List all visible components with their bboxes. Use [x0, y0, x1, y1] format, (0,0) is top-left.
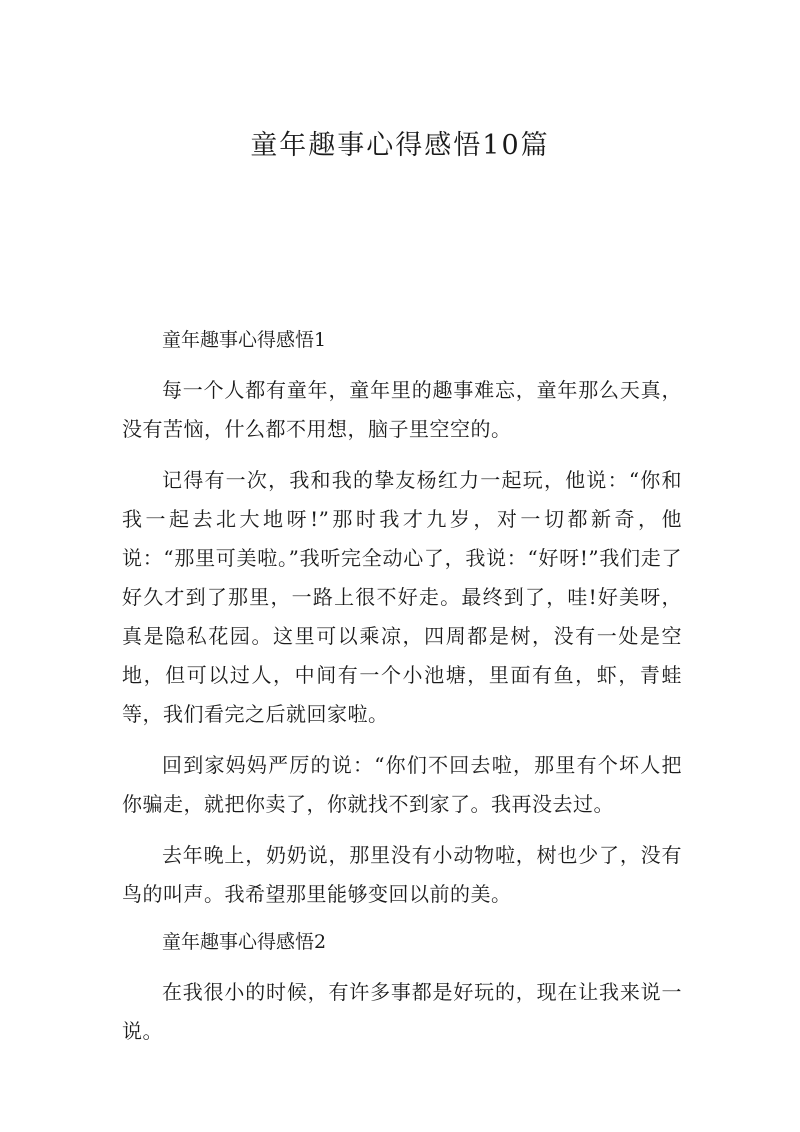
- paragraph: 记得有一次，我和我的挚友杨红力一起玩，他说：“你和我一起去北大地呀!”那时我才九岁，对一切都新奇，他说：“那里可美啦。”我听完全动心了，我说：“好呀!”我们走了好久才到了那里，一路上很不好走。最终到了，哇!好美呀，真是隐私花园。这里可以乘凉，四周都是树，没有一处是空地，但可以过人，中间有一个小池塘，里面有鱼，虾，青蛙等，我们看完之后就回家啦。: [122, 468, 682, 726]
- paragraph: 在我很小的时候，有许多事都是好玩的，现在让我来说一说。: [122, 980, 682, 1043]
- paragraph: 每一个人都有童年，童年里的趣事难忘，童年那么天真，没有苦恼，什么都不用想，脑子里空空的。: [122, 378, 682, 441]
- paragraph: 回到家妈妈严厉的说：“你们不回去啦，那里有个坏人把你骗走，就把你卖了，你就找不到家了。我再没去过。: [122, 753, 682, 816]
- section-2: [122, 924, 682, 1051]
- section-heading: 童年趣事心得感悟1: [162, 329, 327, 351]
- document-body: [122, 322, 682, 1051]
- paragraph: 去年晚上，奶奶说，那里没有小动物啦，树也少了，没有鸟的叫声。我希望那里能够变回以前的美。: [122, 843, 682, 906]
- document-title: 童年趣事心得感悟10篇: [250, 130, 550, 161]
- section-1: [122, 322, 682, 914]
- section-heading: 童年趣事心得感悟2: [162, 931, 327, 953]
